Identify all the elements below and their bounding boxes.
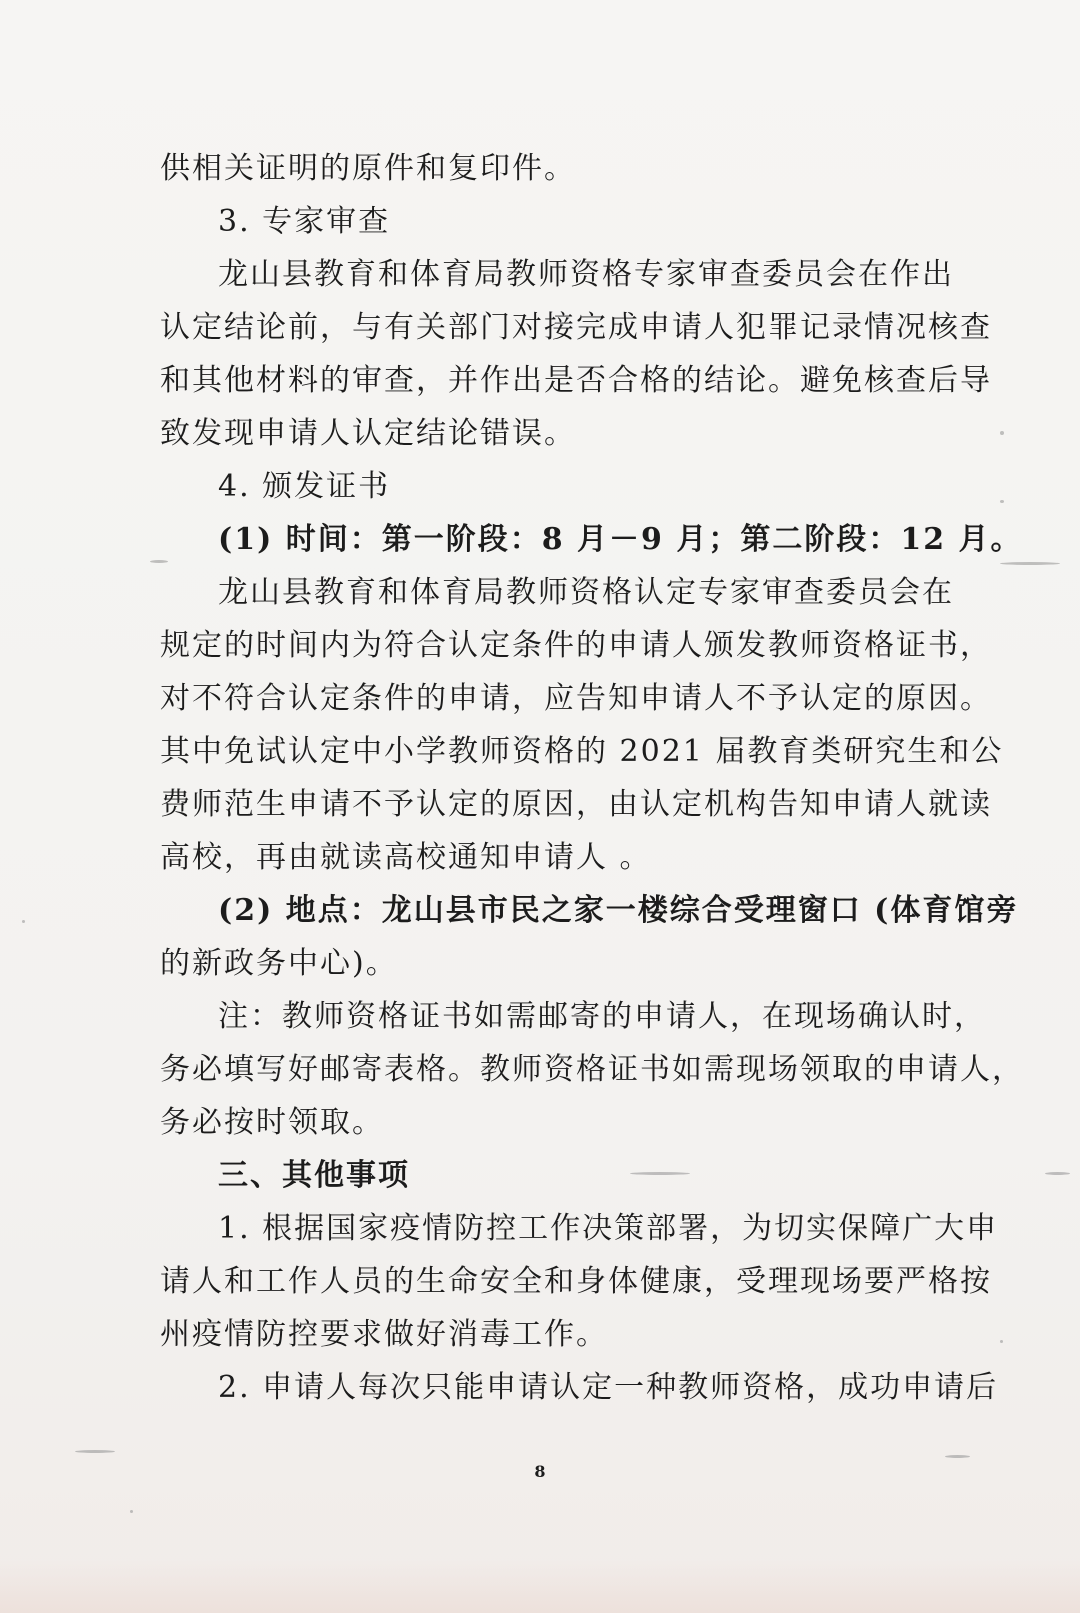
paragraph-line: 其中免试认定中小学教师资格的 2021 届教育类研究生和公 — [160, 734, 1004, 769]
paragraph-line: 费师范生申请不予认定的原因，由认定机构告知申请人就读 — [160, 787, 992, 822]
paragraph-line-note: 注：教师资格证书如需邮寄的申请人，在现场确认时， — [218, 999, 986, 1034]
paragraph-line: 规定的时间内为符合认定条件的申请人颁发教师资格证书， — [160, 628, 992, 663]
scan-speck — [1000, 500, 1004, 503]
paragraph-line: 1. 根据国家疫情防控工作决策部署，为切实保障广大申 — [218, 1211, 999, 1246]
paragraph-line: 务必按时领取。 — [160, 1105, 384, 1140]
scan-speck — [1000, 1340, 1003, 1343]
paragraph-line: 务必填写好邮寄表格。教师资格证书如需现场领取的申请人， — [160, 1052, 1024, 1087]
scan-speck — [630, 1172, 690, 1175]
scan-speck — [1045, 1172, 1070, 1175]
scan-speck — [945, 1455, 970, 1458]
paragraph-line-time: (1) 时间：第一阶段：8 月－9 月；第二阶段：12 月。 — [218, 522, 1023, 557]
scan-speck — [75, 1450, 115, 1453]
paragraph-line: 高校，再由就读高校通知申请人 。 — [160, 840, 652, 875]
paragraph-line: 请人和工作人员的生命安全和身体健康，受理现场要严格按 — [160, 1264, 992, 1299]
paragraph-line: 供相关证明的原件和复印件。 — [160, 151, 576, 186]
paragraph-line: 龙山县教育和体育局教师资格认定专家审查委员会在 — [218, 575, 954, 610]
paper-edge-tint — [0, 1560, 1080, 1613]
scan-speck — [1000, 431, 1004, 435]
paragraph-line: 认定结论前，与有关部门对接完成申请人犯罪记录情况核查 — [160, 310, 992, 345]
scan-speck — [1000, 562, 1060, 565]
scan-speck — [130, 1510, 133, 1513]
document-body — [160, 142, 1024, 1414]
paragraph-line: 州疫情防控要求做好消毒工作。 — [160, 1317, 608, 1352]
paragraph-line: 的新政务中心)。 — [160, 946, 398, 981]
section-heading-other-matters: 三、其他事项 — [218, 1158, 410, 1193]
paragraph-line: 2. 申请人每次只能申请认定一种教师资格，成功申请后 — [218, 1370, 999, 1405]
paragraph-line: 致发现申请人认定结论错误。 — [160, 416, 576, 451]
paragraph-line: 对不符合认定条件的申请，应告知申请人不予认定的原因。 — [160, 681, 992, 716]
paragraph-line: 和其他材料的审查，并作出是否合格的结论。避免核查后导 — [160, 363, 992, 398]
scan-speck — [22, 920, 25, 923]
paragraph-line-location: (2) 地点：龙山县市民之家一楼综合受理窗口 (体育馆旁 — [218, 893, 1019, 928]
page-number: 8 — [534, 1462, 546, 1481]
section-heading-expert-review: 3. 专家审查 — [218, 204, 391, 239]
paragraph-line: 龙山县教育和体育局教师资格专家审查委员会在作出 — [218, 257, 954, 292]
section-heading-issue-certificate: 4. 颁发证书 — [218, 469, 391, 504]
scan-speck — [150, 560, 168, 563]
